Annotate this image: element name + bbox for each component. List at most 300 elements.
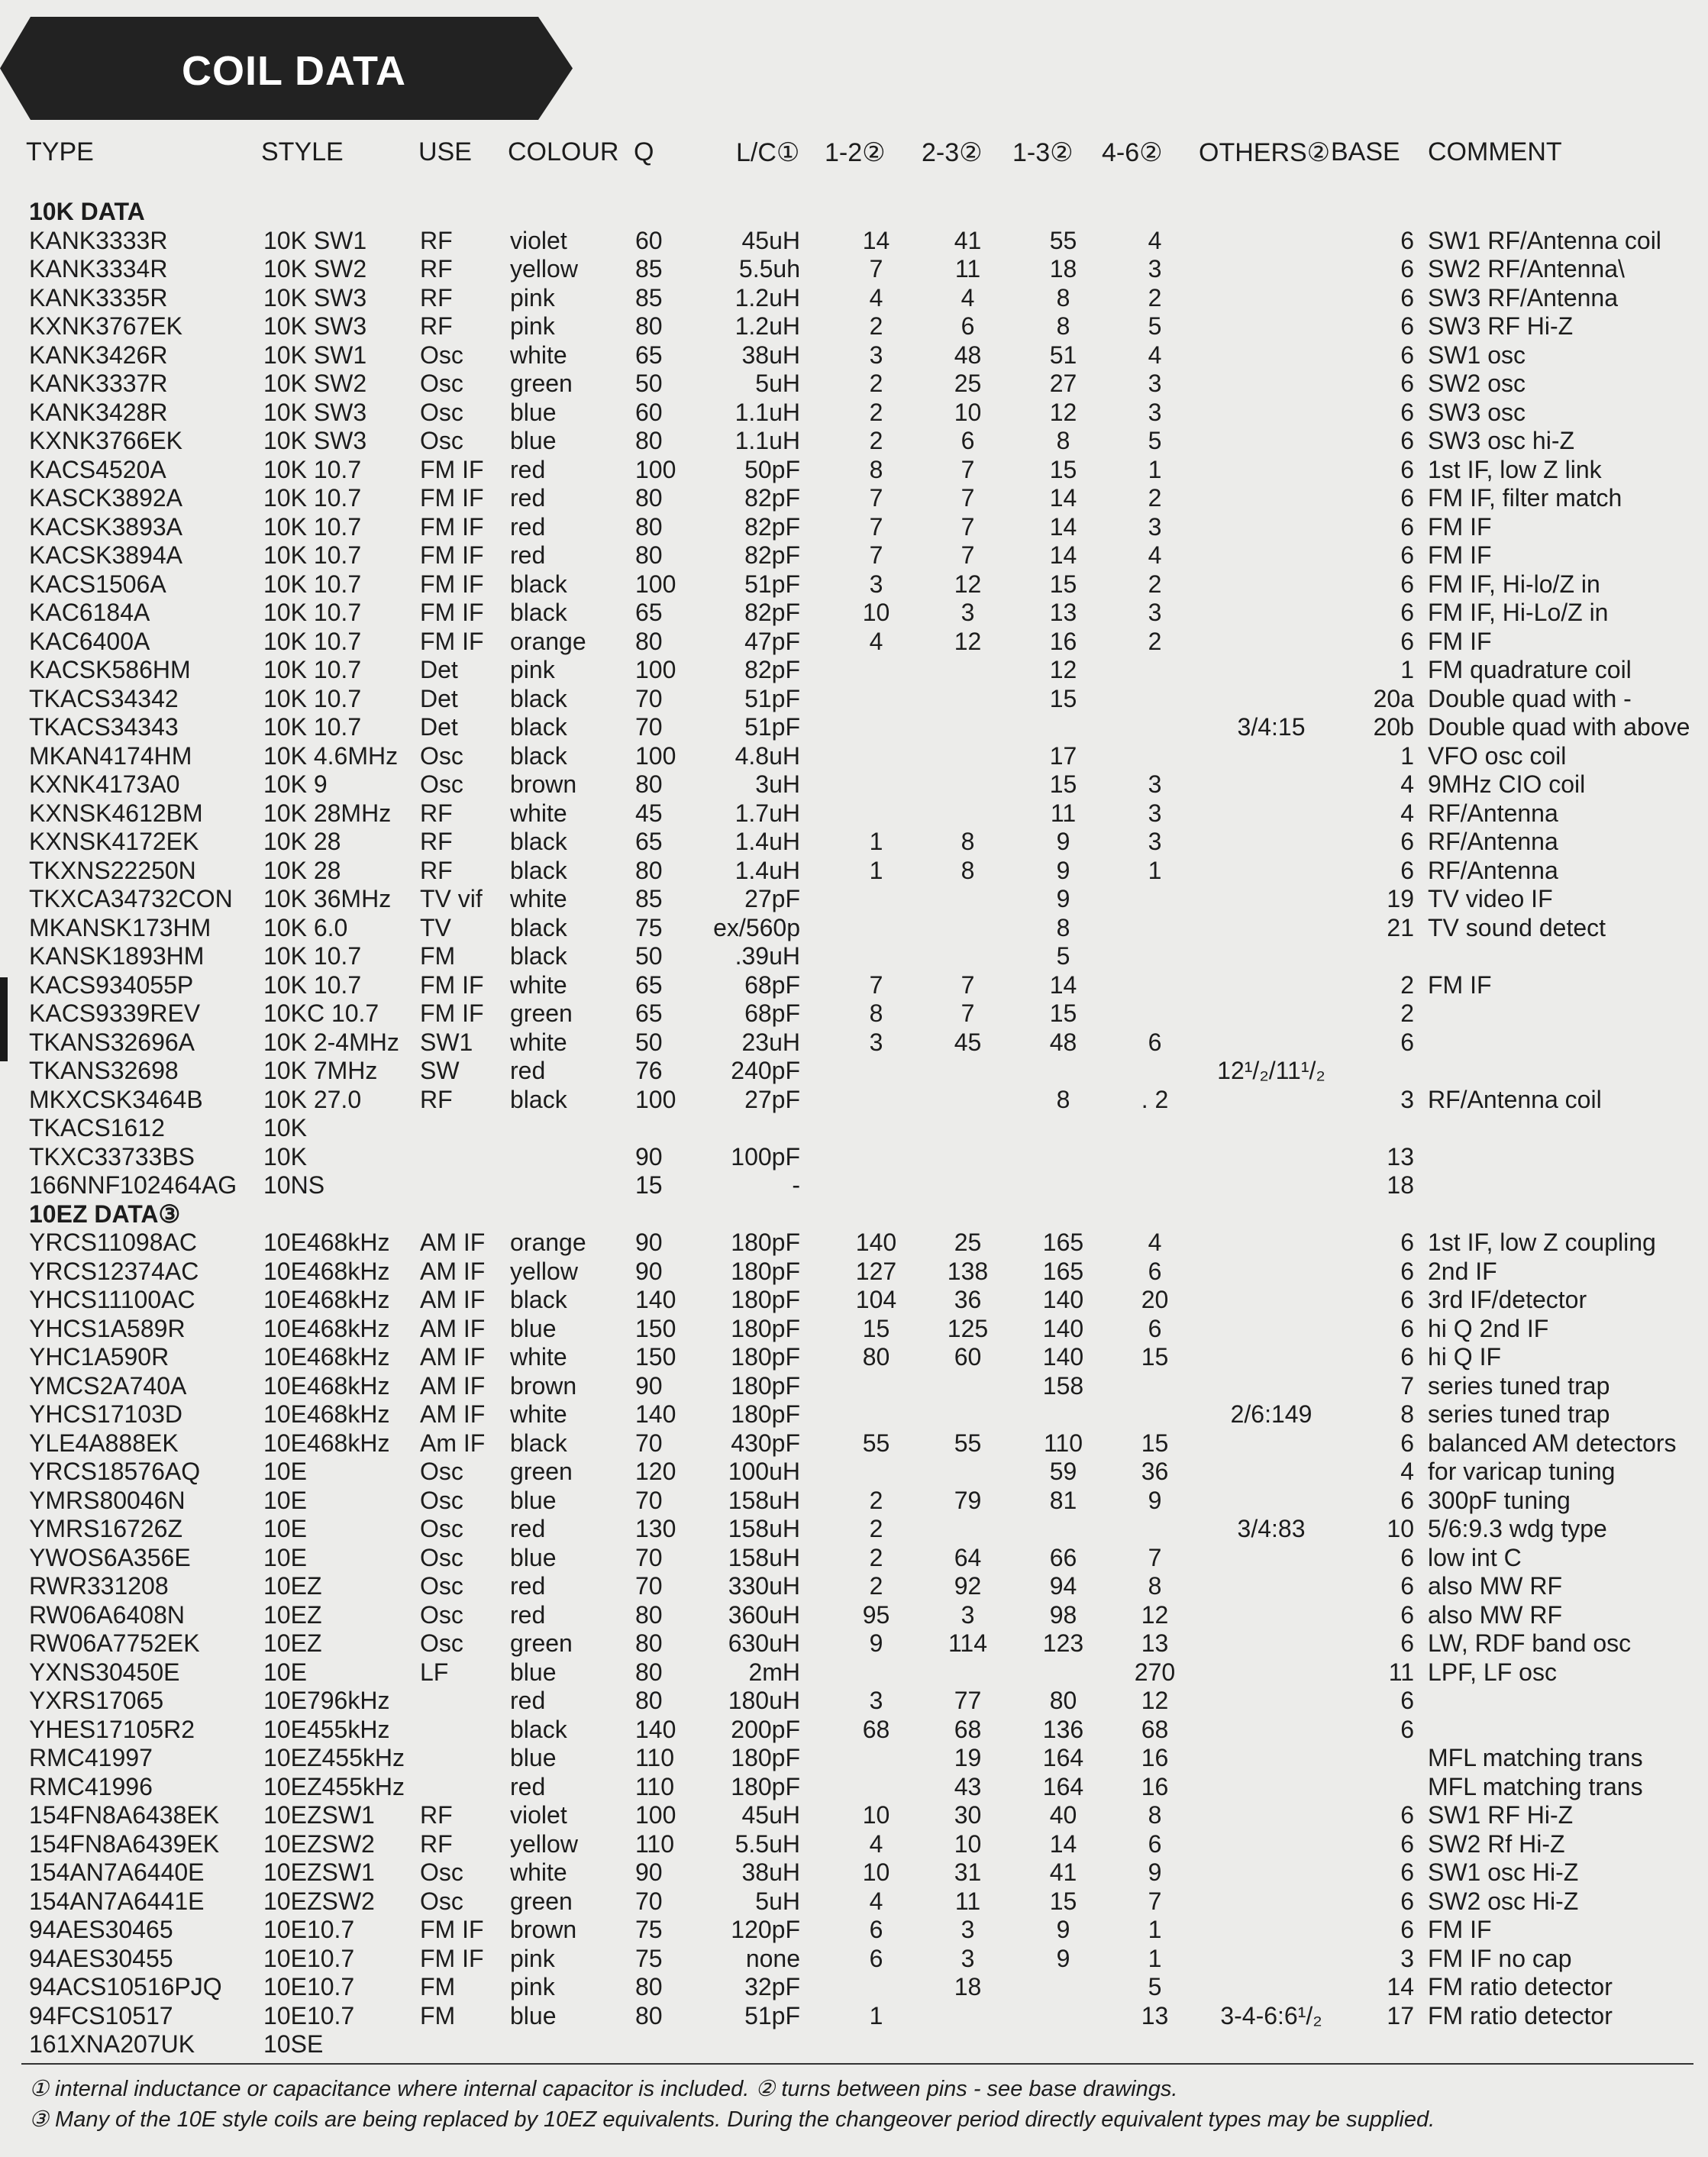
cell-comment: 300pF tuning bbox=[1428, 1487, 1571, 1514]
cell-turns-1-3: 27 bbox=[1049, 370, 1077, 397]
cell-q: 90 bbox=[635, 1858, 663, 1886]
column-header-turns-4-6: 4-6② bbox=[1102, 138, 1163, 167]
cell-q: 80 bbox=[635, 770, 663, 798]
cell-base: 1 bbox=[1400, 656, 1414, 683]
table-row bbox=[0, 455, 1708, 484]
cell-comment: VFO osc coil bbox=[1428, 742, 1567, 770]
cell-type: KACS9339REV bbox=[29, 999, 201, 1027]
cell-turns-1-2: 2 bbox=[869, 1487, 883, 1514]
cell-base: 6 bbox=[1400, 1601, 1414, 1629]
cell-colour: white bbox=[510, 1858, 567, 1886]
cell-q: 65 bbox=[635, 828, 663, 855]
cell-turns-1-3: 80 bbox=[1049, 1687, 1077, 1714]
cell-q: 110 bbox=[635, 1773, 675, 1800]
cell-comment: SW3 RF Hi-Z bbox=[1428, 312, 1574, 340]
cell-comment: FM IF, Hi-Lo/Z in bbox=[1428, 599, 1609, 626]
cell-turns-4-6: 16 bbox=[1141, 1773, 1169, 1800]
cell-type: 94FCS10517 bbox=[29, 2002, 173, 2029]
cell-comment: MFL matching trans bbox=[1428, 1773, 1643, 1800]
table-row bbox=[0, 1715, 1708, 1744]
cell-comment: 5/6:9.3 wdg type bbox=[1428, 1515, 1607, 1542]
table-row bbox=[0, 1457, 1708, 1486]
cell-turns-2-3: 92 bbox=[954, 1572, 982, 1600]
cell-lc: 180pF bbox=[731, 1343, 800, 1371]
cell-use: FM IF bbox=[420, 570, 484, 598]
table-row bbox=[0, 1915, 1708, 1944]
table-row bbox=[0, 1829, 1708, 1858]
cell-q: 70 bbox=[635, 1544, 663, 1571]
cell-base: 18 bbox=[1387, 1171, 1414, 1199]
cell-use: FM IF bbox=[420, 1945, 484, 1972]
cell-use: RF bbox=[420, 284, 453, 312]
cell-turns-1-2: 8 bbox=[869, 999, 883, 1027]
cell-style: 10K 36MHz bbox=[263, 885, 392, 912]
cell-use: Osc bbox=[420, 370, 463, 397]
cell-lc: 180pF bbox=[731, 1744, 800, 1771]
cell-use: RF bbox=[420, 1830, 453, 1858]
cell-turns-1-3: 15 bbox=[1049, 685, 1077, 712]
cell-turns-1-3: 13 bbox=[1049, 599, 1077, 626]
cell-turns-1-3: 17 bbox=[1049, 742, 1077, 770]
page-title: COIL DATA bbox=[182, 48, 406, 94]
table-row bbox=[0, 1772, 1708, 1801]
cell-lc: 1.2uH bbox=[735, 312, 800, 340]
cell-style: 10K 10.7 bbox=[263, 942, 362, 970]
cell-q: 60 bbox=[635, 399, 663, 426]
cell-style: 10EZ bbox=[263, 1601, 322, 1629]
cell-type: 94AES30465 bbox=[29, 1916, 173, 1943]
cell-colour: orange bbox=[510, 1229, 586, 1256]
cell-base: 14 bbox=[1387, 1973, 1414, 2000]
cell-style: 10E468kHz bbox=[263, 1258, 390, 1285]
cell-turns-4-6: 13 bbox=[1141, 1629, 1169, 1657]
cell-turns-1-3: 9 bbox=[1056, 828, 1070, 855]
cell-colour: blue bbox=[510, 1658, 557, 1686]
table-row bbox=[0, 426, 1708, 455]
cell-type: TKXCA34732CON bbox=[29, 885, 233, 912]
cell-lc: 630uH bbox=[728, 1629, 800, 1657]
cell-turns-4-6: 1 bbox=[1148, 456, 1162, 483]
cell-type: TKACS34343 bbox=[29, 713, 179, 741]
cell-turns-1-2: 2 bbox=[869, 312, 883, 340]
cell-base: 20a bbox=[1373, 685, 1414, 712]
cell-style: 10E bbox=[263, 1515, 307, 1542]
cell-comment: 9MHz CIO coil bbox=[1428, 770, 1586, 798]
cell-turns-4-6: 68 bbox=[1141, 1716, 1169, 1743]
cell-turns-1-3: 9 bbox=[1056, 1945, 1070, 1972]
cell-turns-1-3: 15 bbox=[1049, 770, 1077, 798]
cell-type: KXNK3766EK bbox=[29, 427, 183, 454]
cell-lc: 180pF bbox=[731, 1258, 800, 1285]
cell-turns-1-2: 6 bbox=[869, 1916, 883, 1943]
cell-colour: white bbox=[510, 885, 567, 912]
cell-type: 154AN7A6441E bbox=[29, 1887, 205, 1915]
cell-colour: red bbox=[510, 456, 546, 483]
cell-lc: .39uH bbox=[735, 942, 800, 970]
footnote-2: ③ Many of the 10E style coils are being replaced by 10EZ equivalents. During the changeover period directly equivalent types may be supplied. bbox=[29, 2107, 1435, 2132]
cell-turns-2-3: 64 bbox=[954, 1544, 982, 1571]
cell-style: 10E468kHz bbox=[263, 1372, 390, 1400]
cell-turns-2-3: 36 bbox=[954, 1286, 982, 1313]
cell-turns-2-3: 18 bbox=[954, 1973, 982, 2000]
cell-type: TKXC33733BS bbox=[29, 1143, 195, 1171]
footnote-1: ① internal inductance or capacitance where internal capacitor is included. ② turns between pins - see base drawings. bbox=[29, 2077, 1178, 2101]
cell-style: 10K 10.7 bbox=[263, 570, 362, 598]
cell-turns-2-3: 6 bbox=[961, 312, 975, 340]
cell-turns-1-2: 4 bbox=[869, 284, 883, 312]
cell-type: KXNSK4612BM bbox=[29, 799, 203, 827]
table-row bbox=[0, 1056, 1708, 1085]
cell-base: 17 bbox=[1387, 2002, 1414, 2029]
cell-turns-1-3: 9 bbox=[1056, 885, 1070, 912]
cell-turns-4-6: 3 bbox=[1148, 513, 1162, 541]
cell-turns-4-6: 13 bbox=[1141, 2002, 1169, 2029]
cell-comment: TV video IF bbox=[1428, 885, 1553, 912]
cell-base: 20b bbox=[1373, 713, 1414, 741]
cell-turns-1-2: 4 bbox=[869, 1830, 883, 1858]
cell-lc: - bbox=[792, 1171, 800, 1199]
cell-base: 6 bbox=[1400, 628, 1414, 655]
cell-colour: black bbox=[510, 685, 567, 712]
cell-colour: black bbox=[510, 713, 567, 741]
cell-base: 6 bbox=[1400, 513, 1414, 541]
cell-use: FM bbox=[420, 942, 456, 970]
cell-base: 6 bbox=[1400, 1229, 1414, 1256]
cell-lc: 51pF bbox=[744, 570, 800, 598]
cell-type: YHCS11100AC bbox=[29, 1286, 195, 1313]
cell-turns-2-3: 8 bbox=[961, 828, 975, 855]
cell-use: Osc bbox=[420, 399, 463, 426]
cell-turns-2-3: 79 bbox=[954, 1487, 982, 1514]
cell-comment: Double quad with - bbox=[1428, 685, 1632, 712]
table-row bbox=[0, 741, 1708, 770]
cell-use: AM IF bbox=[420, 1258, 486, 1285]
cell-q: 150 bbox=[635, 1315, 676, 1342]
cell-colour: pink bbox=[510, 1945, 555, 1972]
cell-turns-2-3: 45 bbox=[954, 1028, 982, 1056]
table-row bbox=[0, 312, 1708, 341]
cell-q: 15 bbox=[635, 1171, 663, 1199]
cell-turns-1-2: 1 bbox=[869, 857, 883, 884]
cell-style: 10K 28 bbox=[263, 828, 341, 855]
cell-turns-4-6: 1 bbox=[1148, 1916, 1162, 1943]
table-row bbox=[0, 254, 1708, 283]
cell-q: 85 bbox=[635, 284, 663, 312]
cell-colour: brown bbox=[510, 1916, 577, 1943]
cell-turns-1-2: 68 bbox=[862, 1716, 890, 1743]
cell-use: RF bbox=[420, 799, 453, 827]
cell-colour: white bbox=[510, 1343, 567, 1371]
cell-colour: black bbox=[510, 599, 567, 626]
cell-turns-2-3: 68 bbox=[954, 1716, 982, 1743]
cell-colour: black bbox=[510, 570, 567, 598]
cell-turns-2-3: 114 bbox=[948, 1629, 987, 1657]
cell-base: 19 bbox=[1387, 885, 1414, 912]
cell-use: FM IF bbox=[420, 541, 484, 569]
cell-colour: blue bbox=[510, 1487, 557, 1514]
cell-turns-4-6: 15 bbox=[1141, 1343, 1169, 1371]
cell-type: KAC6400A bbox=[29, 628, 150, 655]
cell-style: 10E10.7 bbox=[263, 1916, 355, 1943]
cell-colour: pink bbox=[510, 656, 555, 683]
cell-turns-1-2: 9 bbox=[869, 1629, 883, 1657]
cell-turns-4-6: 6 bbox=[1148, 1830, 1162, 1858]
cell-turns-2-3: 25 bbox=[954, 1229, 982, 1256]
cell-style: 10E bbox=[263, 1544, 307, 1571]
table-row bbox=[0, 541, 1708, 570]
cell-turns-4-6: 1 bbox=[1148, 857, 1162, 884]
cell-turns-1-3: 165 bbox=[1042, 1258, 1084, 1285]
cell-turns-2-3: 7 bbox=[961, 971, 975, 999]
cell-type: RW06A7752EK bbox=[29, 1629, 200, 1657]
cell-turns-1-3: 9 bbox=[1056, 1916, 1070, 1943]
cell-type: 166NNF102464AG bbox=[29, 1171, 237, 1199]
cell-turns-1-3: 16 bbox=[1049, 628, 1077, 655]
table-row bbox=[0, 369, 1708, 398]
cell-comment: series tuned trap bbox=[1428, 1372, 1610, 1400]
cell-turns-1-2: 2 bbox=[869, 427, 883, 454]
cell-use: RF bbox=[420, 227, 453, 254]
cell-lc: 200pF bbox=[731, 1716, 800, 1743]
cell-use: Am IF bbox=[420, 1429, 486, 1457]
cell-use: Osc bbox=[420, 1487, 463, 1514]
cell-lc: 27pF bbox=[744, 885, 800, 912]
cell-use: RF bbox=[420, 828, 453, 855]
cell-type: KACSK3893A bbox=[29, 513, 183, 541]
cell-q: 140 bbox=[635, 1400, 676, 1428]
cell-colour: pink bbox=[510, 312, 555, 340]
cell-style: 10K bbox=[263, 1143, 307, 1171]
cell-use: RF bbox=[420, 857, 453, 884]
cell-type: TKACS1612 bbox=[29, 1114, 165, 1141]
cell-turns-4-6: 3 bbox=[1148, 255, 1162, 283]
cell-type: 154FN8A6439EK bbox=[29, 1830, 220, 1858]
table-row bbox=[0, 2001, 1708, 2030]
cell-lc: 51pF bbox=[744, 2002, 800, 2029]
cell-use: Osc bbox=[420, 770, 463, 798]
cell-q: 80 bbox=[635, 628, 663, 655]
cell-turns-4-6: 3 bbox=[1148, 828, 1162, 855]
cell-q: 75 bbox=[635, 1916, 663, 1943]
cell-comment: FM IF bbox=[1428, 1916, 1492, 1943]
cell-type: YHCS17103D bbox=[29, 1400, 182, 1428]
cell-turns-2-3: 10 bbox=[954, 399, 982, 426]
table-row bbox=[0, 1629, 1708, 1658]
cell-style: 10E10.7 bbox=[263, 1973, 355, 2000]
cell-turns-1-3: 59 bbox=[1049, 1458, 1077, 1485]
cell-use: FM IF bbox=[420, 1916, 484, 1943]
cell-use: Det bbox=[420, 713, 458, 741]
column-header-base: BASE bbox=[1331, 137, 1400, 166]
cell-use: AM IF bbox=[420, 1286, 486, 1313]
cell-turns-1-2: 3 bbox=[869, 1687, 883, 1714]
cell-style: 10K SW2 bbox=[263, 255, 367, 283]
cell-lc: 360uH bbox=[728, 1601, 800, 1629]
cell-comment: TV sound detect bbox=[1428, 914, 1606, 941]
cell-comment: SW3 osc hi-Z bbox=[1428, 427, 1575, 454]
cell-lc: 1.1uH bbox=[735, 427, 800, 454]
cell-turns-2-3: 125 bbox=[947, 1315, 989, 1342]
cell-comment: balanced AM detectors bbox=[1428, 1429, 1677, 1457]
cell-colour: pink bbox=[510, 1973, 555, 2000]
cell-turns-1-3: 8 bbox=[1056, 1086, 1070, 1113]
cell-style: 10E455kHz bbox=[263, 1716, 390, 1743]
cell-turns-1-3: 123 bbox=[1042, 1629, 1084, 1657]
cell-type: KAC6184A bbox=[29, 599, 150, 626]
cell-q: 120 bbox=[635, 1458, 676, 1485]
cell-base: 6 bbox=[1400, 341, 1414, 369]
cell-q: 80 bbox=[635, 427, 663, 454]
cell-type: KACS1506A bbox=[29, 570, 166, 598]
cell-style: 10E bbox=[263, 1487, 307, 1514]
cell-turns-1-2: 4 bbox=[869, 628, 883, 655]
cell-turns-2-3: 10 bbox=[954, 1830, 982, 1858]
cell-colour: yellow bbox=[510, 255, 578, 283]
cell-lc: 45uH bbox=[741, 227, 800, 254]
cell-style: 10K 6.0 bbox=[263, 914, 348, 941]
cell-base: 6 bbox=[1400, 370, 1414, 397]
cell-style: 10EZ bbox=[263, 1572, 322, 1600]
cell-comment: hi Q 2nd IF bbox=[1428, 1315, 1549, 1342]
cell-comment: LW, RDF band osc bbox=[1428, 1629, 1632, 1657]
cell-turns-4-6: 20 bbox=[1141, 1286, 1169, 1313]
cell-turns-1-2: 7 bbox=[869, 971, 883, 999]
cell-colour: red bbox=[510, 1601, 546, 1629]
cell-base: 6 bbox=[1400, 1916, 1414, 1943]
cell-turns-2-3: 11 bbox=[954, 1887, 981, 1915]
table-row bbox=[0, 1686, 1708, 1715]
cell-type: KANK3337R bbox=[29, 370, 168, 397]
cell-lc: 45uH bbox=[741, 1801, 800, 1829]
cell-turns-4-6: 5 bbox=[1148, 427, 1162, 454]
cell-q: 80 bbox=[635, 1601, 663, 1629]
cell-q: 50 bbox=[635, 1028, 663, 1056]
cell-lc: 32pF bbox=[744, 1973, 800, 2000]
cell-turns-1-3: 14 bbox=[1049, 484, 1077, 512]
cell-turns-1-2: 7 bbox=[869, 541, 883, 569]
cell-turns-1-3: 48 bbox=[1049, 1028, 1077, 1056]
cell-style: 10K 2-4MHz bbox=[263, 1028, 399, 1056]
cell-style: 10K 10.7 bbox=[263, 513, 362, 541]
cell-use: SW1 bbox=[420, 1028, 473, 1056]
cell-colour: blue bbox=[510, 1544, 557, 1571]
cell-turns-2-3: 77 bbox=[954, 1687, 982, 1714]
cell-use: RF bbox=[420, 1086, 453, 1113]
cell-colour: black bbox=[510, 742, 567, 770]
table-row bbox=[0, 1285, 1708, 1314]
cell-turns-1-3: 15 bbox=[1049, 456, 1077, 483]
cell-lc: none bbox=[745, 1945, 800, 1972]
cell-turns-4-6: 3 bbox=[1148, 370, 1162, 397]
cell-use: FM IF bbox=[420, 484, 484, 512]
table-row bbox=[0, 1371, 1708, 1400]
cell-turns-2-3: 138 bbox=[947, 1258, 989, 1285]
cell-colour: green bbox=[510, 370, 573, 397]
cell-colour: green bbox=[510, 999, 573, 1027]
cell-turns-1-2: 2 bbox=[869, 1515, 883, 1542]
cell-lc: 23uH bbox=[741, 1028, 800, 1056]
cell-turns-2-3: 7 bbox=[961, 513, 975, 541]
cell-turns-1-3: 15 bbox=[1049, 1887, 1077, 1915]
cell-lc: 158uH bbox=[728, 1487, 800, 1514]
cell-style: 10K 10.7 bbox=[263, 484, 362, 512]
cell-lc: 51pF bbox=[744, 713, 800, 741]
cell-colour: blue bbox=[510, 1744, 557, 1771]
cell-base: 3 bbox=[1400, 1086, 1414, 1113]
cell-turns-1-3: 8 bbox=[1056, 284, 1070, 312]
cell-comment: FM IF bbox=[1428, 628, 1492, 655]
cell-turns-1-2: 7 bbox=[869, 513, 883, 541]
cell-colour: blue bbox=[510, 2002, 557, 2029]
cell-type: KASCK3892A bbox=[29, 484, 183, 512]
cell-others: 3/4:83 bbox=[1237, 1515, 1306, 1542]
cell-turns-1-3: 18 bbox=[1049, 255, 1077, 283]
cell-use: FM IF bbox=[420, 999, 484, 1027]
cell-type: MKANSK173HM bbox=[29, 914, 211, 941]
cell-type: YRCS18576AQ bbox=[29, 1458, 201, 1485]
cell-type: MKXCSK3464B bbox=[29, 1086, 203, 1113]
cell-turns-4-6: 4 bbox=[1148, 1229, 1162, 1256]
cell-lc: 1.2uH bbox=[735, 284, 800, 312]
cell-style: 10EZSW2 bbox=[263, 1887, 375, 1915]
column-header-others: OTHERS② bbox=[1199, 138, 1331, 167]
cell-turns-1-2: 3 bbox=[869, 1028, 883, 1056]
cell-q: 80 bbox=[635, 857, 663, 884]
table-row bbox=[0, 827, 1708, 856]
cell-use: TV vif bbox=[420, 885, 483, 912]
cell-lc: 1.1uH bbox=[735, 399, 800, 426]
cell-lc: 82pF bbox=[744, 484, 800, 512]
cell-lc: 38uH bbox=[741, 341, 800, 369]
cell-q: 70 bbox=[635, 1887, 663, 1915]
cell-style: 10K SW3 bbox=[263, 284, 367, 312]
cell-colour: green bbox=[510, 1629, 573, 1657]
cell-q: 70 bbox=[635, 1487, 663, 1514]
cell-turns-1-3: 14 bbox=[1049, 971, 1077, 999]
cell-base: 4 bbox=[1400, 799, 1414, 827]
column-header-comment: COMMENT bbox=[1428, 137, 1562, 166]
cell-style: 10EZ455kHz bbox=[263, 1773, 405, 1800]
cell-turns-4-6: 4 bbox=[1148, 227, 1162, 254]
cell-turns-1-3: 8 bbox=[1056, 312, 1070, 340]
table-row bbox=[0, 856, 1708, 885]
cell-turns-4-6: 9 bbox=[1148, 1858, 1162, 1886]
cell-turns-1-2: 2 bbox=[869, 1572, 883, 1600]
cell-turns-1-2: 14 bbox=[862, 227, 890, 254]
cell-q: 76 bbox=[635, 1057, 663, 1084]
cell-lc: 1.4uH bbox=[735, 828, 800, 855]
cell-turns-2-3: 7 bbox=[961, 541, 975, 569]
cell-turns-1-3: 40 bbox=[1049, 1801, 1077, 1829]
cell-turns-1-2: 10 bbox=[862, 1858, 890, 1886]
cell-turns-2-3: 31 bbox=[954, 1858, 982, 1886]
cell-turns-4-6: 2 bbox=[1148, 628, 1162, 655]
table-row bbox=[0, 1858, 1708, 1887]
cell-turns-4-6: 2 bbox=[1148, 484, 1162, 512]
cell-comment: RF/Antenna coil bbox=[1428, 1086, 1602, 1113]
cell-turns-1-2: 6 bbox=[869, 1945, 883, 1972]
cell-base: 6 bbox=[1400, 570, 1414, 598]
cell-colour: red bbox=[510, 541, 546, 569]
cell-turns-2-3: 43 bbox=[954, 1773, 982, 1800]
cell-base: 6 bbox=[1400, 1429, 1414, 1457]
cell-lc: 1.7uH bbox=[735, 799, 800, 827]
cell-turns-1-2: 55 bbox=[862, 1429, 890, 1457]
cell-colour: red bbox=[510, 1572, 546, 1600]
cell-comment: series tuned trap bbox=[1428, 1400, 1610, 1428]
cell-lc: 330uH bbox=[728, 1572, 800, 1600]
cell-type: 94AES30455 bbox=[29, 1945, 173, 1972]
